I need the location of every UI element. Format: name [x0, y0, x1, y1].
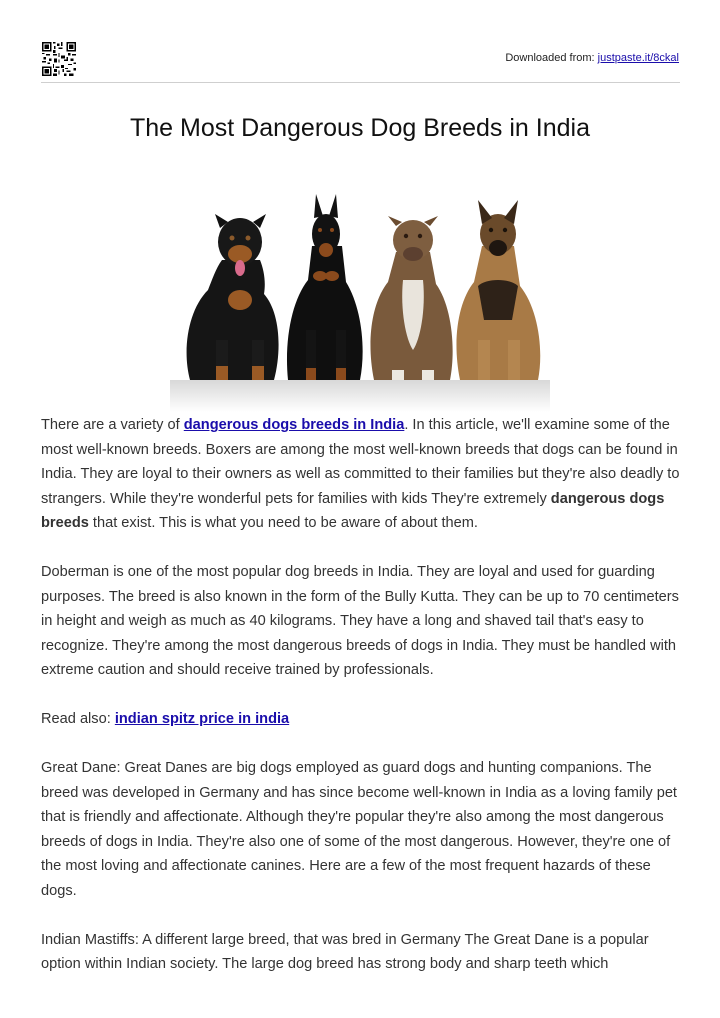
- doberman-figure: [287, 194, 363, 380]
- article-paragraph-intro: There are a variety of dangerous dogs breeds in India. In this article, we'll examine some of the most well-known breeds. Boxers are among the most well-known breeds that dogs can be found in India. They are loyal to their owners as well as committed to their families but they're also deadly to strangers. While they're wonderful pets for families with kids They're extremely dangerous dogs breeds that exist. This is what you need to be aware of about them.: [41, 417, 680, 531]
- download-source: [505, 52, 679, 64]
- download-source-label: Downloaded from:: [505, 52, 598, 64]
- rottweiler-figure: [187, 214, 279, 380]
- header-divider: [41, 82, 680, 83]
- qr-code-icon: [42, 42, 76, 76]
- article-paragraph-great-dane: Great Dane: Great Danes are big dogs employed as guard dogs and hunting companions. The breed was developed in Germany and has since become well-known in India as a loving family pet that is friendly and affectionate. Although they're popular they're also among the most dangerous breeds of dogs in India. They're also one of some of the most dangerous. However, they're one of the most loving and affectionate canines. Here are a few of the most frequent hazards of these dogs.: [41, 760, 677, 899]
- dogs-hero-image: [160, 190, 560, 412]
- article-body: [41, 413, 681, 1001]
- article-paragraph-indian-mastiffs: Indian Mastiffs: A different large breed, that was bred in Germany The Great Dane is a popular option within Indian society. The large dog breed has strong body and sharp teeth which: [41, 931, 649, 972]
- read-also: Read also: indian spitz price in india: [41, 711, 290, 727]
- pitbull-figure: [370, 216, 452, 380]
- dangerous-dogs-link[interactable]: dangerous dogs breeds in India: [183, 417, 405, 433]
- article-paragraph-doberman: Doberman is one of the most popular dog breeds in India. They are loyal and used for guarding purposes. The breed is also known in the form of the Bully Kutta. They can be up to 70 centimeters in height and weigh as much as 40 kilograms. They have a long and shaved tail that's easy to recognize. They're among the most dangerous breeds of dogs in India. They must be handled with extreme caution and should receive trained by professionals.: [41, 564, 679, 678]
- indian-spitz-link[interactable]: indian spitz price in india: [114, 711, 290, 727]
- page-title: The Most Dangerous Dog Breeds in India: [130, 114, 590, 142]
- german-shepherd-figure: [456, 200, 540, 380]
- bold-phrase: dangerous dogs breeds: [41, 490, 665, 531]
- download-source-link[interactable]: justpaste.it/8ckal: [597, 52, 679, 64]
